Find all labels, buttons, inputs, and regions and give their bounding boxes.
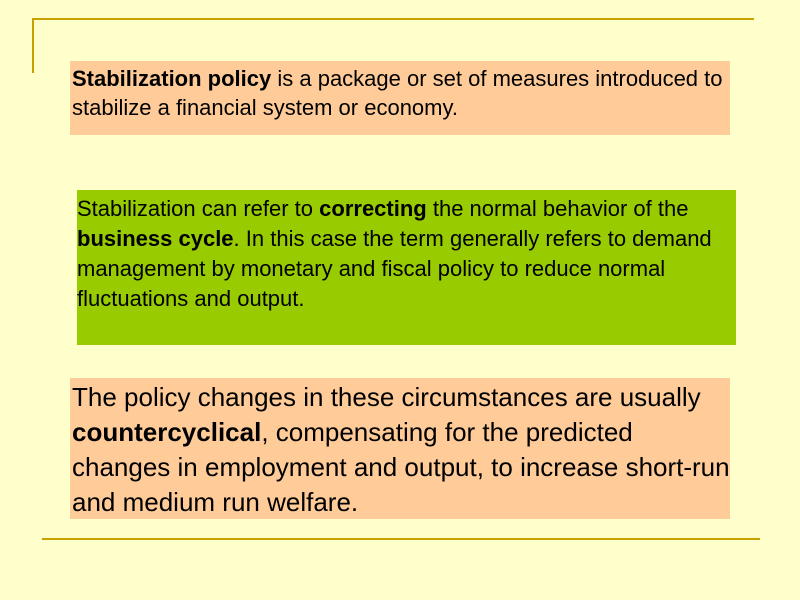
countercyclical-text-1: The policy changes in these circumstances are usually [72, 382, 701, 412]
business-cycle-text-1: Stabilization can refer to [77, 196, 320, 221]
business-cycle-text-2: the normal behavior of the [426, 196, 689, 221]
countercyclical-box [70, 378, 730, 519]
left-rule [32, 18, 34, 73]
business-cycle-box [77, 190, 736, 345]
definition-box [70, 61, 730, 135]
business-cycle-bold-correcting: correcting [319, 196, 427, 221]
bottom-rule [42, 538, 760, 540]
countercyclical-text-2: , compensating for the predicted changes in employment and output, to increase short-run and medium run welfare. [72, 417, 730, 517]
definition-term: Stabilization policy [72, 66, 272, 91]
countercyclical-bold-term: countercyclical [72, 417, 262, 447]
business-cycle-bold-term: business cycle [77, 226, 234, 251]
business-cycle-text-3: . In this case the term generally refers to demand management by monetary and fiscal policy to reduce normal fluctuations and output. [77, 226, 712, 311]
top-rule [32, 18, 754, 20]
definition-text: is a package or set of measures introduced to stabilize a financial system or economy. [72, 66, 723, 120]
